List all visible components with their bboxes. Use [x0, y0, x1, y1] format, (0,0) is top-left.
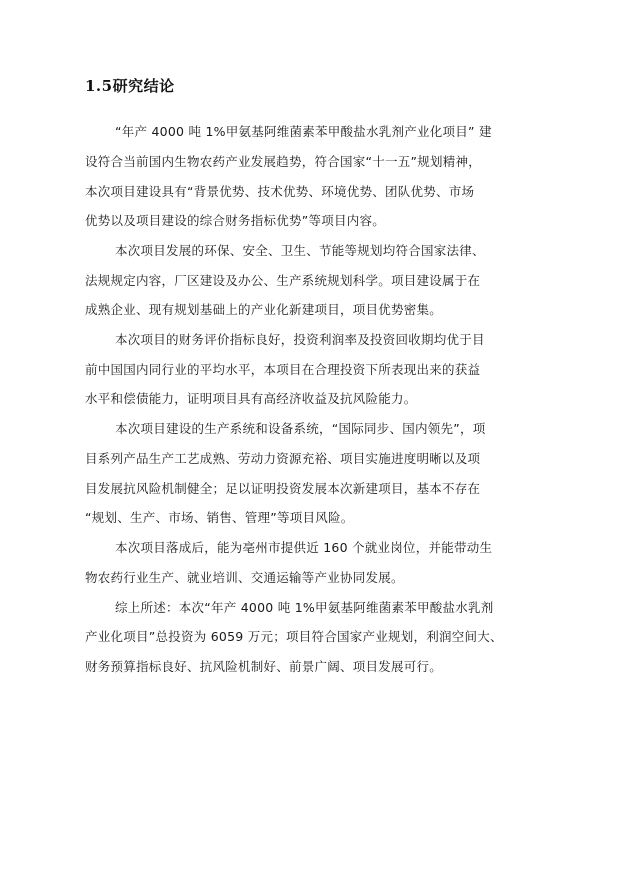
paragraph-line: 本次项目的财务评价指标良好，投资利润率及投资回收期均优于目	[115, 332, 485, 347]
paragraph-line: “年产 4000 吨 1%甲氨基阿维菌素苯甲酸盐水乳剂产业化项目” 建	[115, 124, 492, 139]
paragraph-line: 本次项目建设的生产系统和设备系统，“国际同步、国内领先”，项	[115, 421, 486, 436]
paragraph-line: 本次项目发展的环保、安全、卫生、节能等规划均符合国家法律、	[115, 243, 485, 258]
paragraph-line: 前中国国内同行业的平均水平，本项目在合理投资下所表现出来的获益	[85, 362, 481, 377]
paragraph-line: “规划、生产、市场、销售、管理”等项目风险。	[85, 510, 354, 525]
paragraph-line: 法规规定内容，厂区建设及办公、生产系统规划科学。项目建设属于在	[85, 273, 481, 288]
paragraph-line: 本次项目建设具有“背景优势、技术优势、环境优势、团队优势、市场	[85, 184, 475, 199]
paragraph-line: 财务预算指标良好、抗风险机制好、前景广阔、项目发展可行。	[85, 659, 443, 674]
paragraph-line: 水平和偿债能力，证明项目具有高经济收益及抗风险能力。	[85, 391, 417, 406]
paragraph-line: 目发展抗风险机制健全；足以证明投资发展本次新建项目，基本不存在	[85, 481, 481, 496]
paragraph-line: 成熟企业、现有规划基础上的产业化新建项目，项目优势密集。	[85, 302, 443, 317]
paragraph-line: 产业化项目”总投资为 6059 万元；项目符合国家产业规划，利润空间大、	[85, 629, 503, 644]
paragraph-line: 目系列产品生产工艺成熟、劳动力资源充裕、项目实施进度明晰以及项	[85, 451, 481, 466]
paragraph-line: 优势以及项目建设的综合财务指标优势”等项目内容。	[85, 213, 385, 228]
paragraph-line: 本次项目落成后，能为亳州市提供近 160 个就业岗位，并能带动生	[115, 540, 493, 555]
paragraph-line: 综上所述：本次“年产 4000 吨 1%甲氨基阿维菌素苯甲酸盐水乳剂	[115, 600, 494, 615]
paragraph-line: 物农药行业生产、就业培训、交通运输等产业协同发展。	[85, 570, 404, 585]
paragraph-line: 设符合当前国内生物农药产业发展趋势，符合国家“十一五”规划精神，	[85, 154, 481, 169]
section-heading: 1.5研究结论	[85, 77, 175, 95]
